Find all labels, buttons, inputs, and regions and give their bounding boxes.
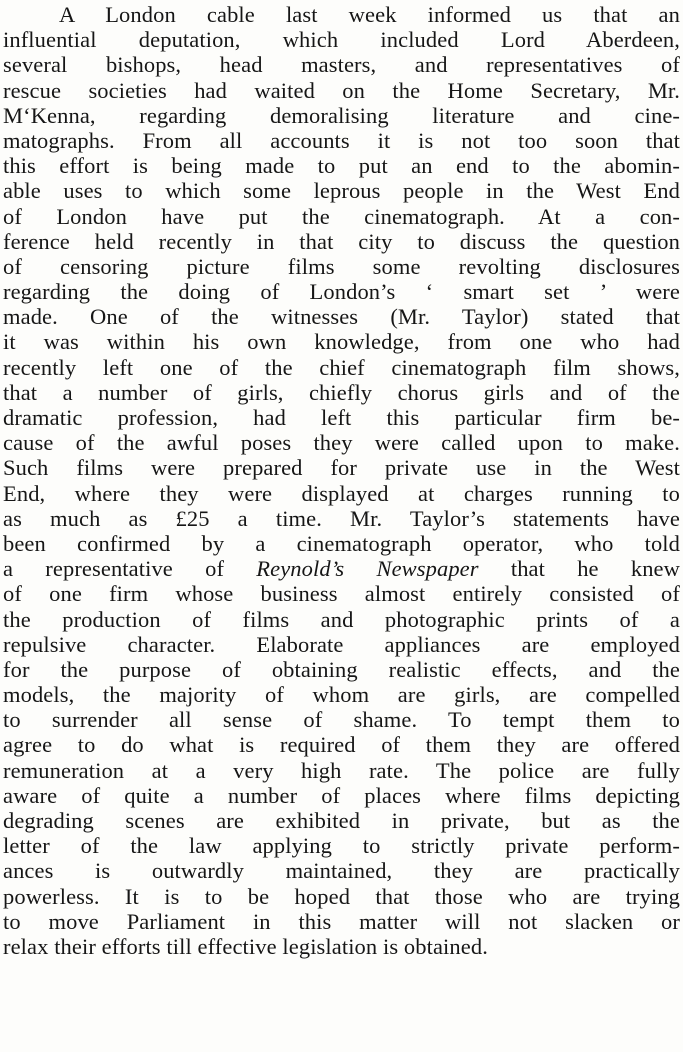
article-line: to move Parliament in this matter will not slacken or <box>3 908 680 934</box>
article-line: of one firm whose business almost entirely consisted of <box>3 581 680 607</box>
article-line: repulsive character. Elaborate appliances are employed <box>3 631 680 657</box>
article-line: powerless. It is to be hoped that those who are trying <box>3 883 680 909</box>
article-text: that he knew <box>478 556 680 582</box>
article-line: End, where they were displayed at charges running to <box>3 480 680 506</box>
article-line: made. One of the witnesses (Mr. Taylor) stated that <box>3 304 680 330</box>
article-line: this effort is being made to put an end to the abomin- <box>3 153 680 179</box>
article-line: ference held recently in that city to discuss the question <box>3 228 680 254</box>
newspaper-title: Reynold’s Newspaper <box>256 556 479 582</box>
article-line: remuneration at a very high rate. The police are fully <box>3 757 680 783</box>
article-line: that a number of girls, chiefly chorus girls and of the <box>3 379 680 405</box>
article-line: agree to do what is required of them they are offered <box>3 732 680 758</box>
article-line: of London have put the cinematograph. At a con- <box>3 203 680 229</box>
article-line: relax their efforts till effective legislation is obtained. <box>3 933 488 959</box>
article-line: Such films were prepared for private use in the West <box>3 455 680 481</box>
article-line-newspaper-reference <box>3 556 680 581</box>
article-line: for the purpose of obtaining realistic effects, and the <box>3 656 680 682</box>
article-line: influential deputation, which included Lord Aberdeen, <box>3 27 680 53</box>
article-body <box>3 2 680 959</box>
article-line: ances is outwardly maintained, they are practically <box>3 858 680 884</box>
article-line: to surrender all sense of shame. To tempt them to <box>3 707 680 733</box>
article-line: recently left one of the chief cinematograph film shows, <box>3 354 680 380</box>
article-line: matographs. From all accounts it is not too soon that <box>3 127 680 153</box>
article-line: several bishops, head masters, and representatives of <box>3 52 680 78</box>
article-text: a representative of <box>3 556 257 582</box>
article-line: as much as £25 a time. Mr. Taylor’s statements have <box>3 505 680 531</box>
article-line: A London cable last week informed us that an <box>59 2 680 27</box>
article-line: degrading scenes are exhibited in private, but as the <box>3 808 680 833</box>
article-line: dramatic profession, had left this particular firm be- <box>3 405 680 430</box>
article-line: it was within his own knowledge, from one who had <box>3 329 680 355</box>
article-line: the production of films and photographic prints of a <box>3 606 680 632</box>
article-line: models, the majority of whom are girls, are compelled <box>3 682 680 708</box>
article-line: regarding the doing of London’s ‘ smart set ’ were <box>3 279 680 305</box>
article-line: aware of quite a number of places where films depicting <box>3 782 680 808</box>
article-line: M‘Kenna, regarding demoralising literature and cine- <box>3 102 680 128</box>
article-line: rescue societies had waited on the Home Secretary, Mr. <box>3 77 680 103</box>
article-line: of censoring picture films some revolting disclosures <box>3 253 680 279</box>
article-line: cause of the awful poses they were called upon to make. <box>3 430 680 456</box>
article-line: been confirmed by a cinematograph operator, who told <box>3 530 680 556</box>
article-line: letter of the law applying to strictly private perform- <box>3 833 680 859</box>
article-line: able uses to which some leprous people in the West End <box>3 178 680 204</box>
